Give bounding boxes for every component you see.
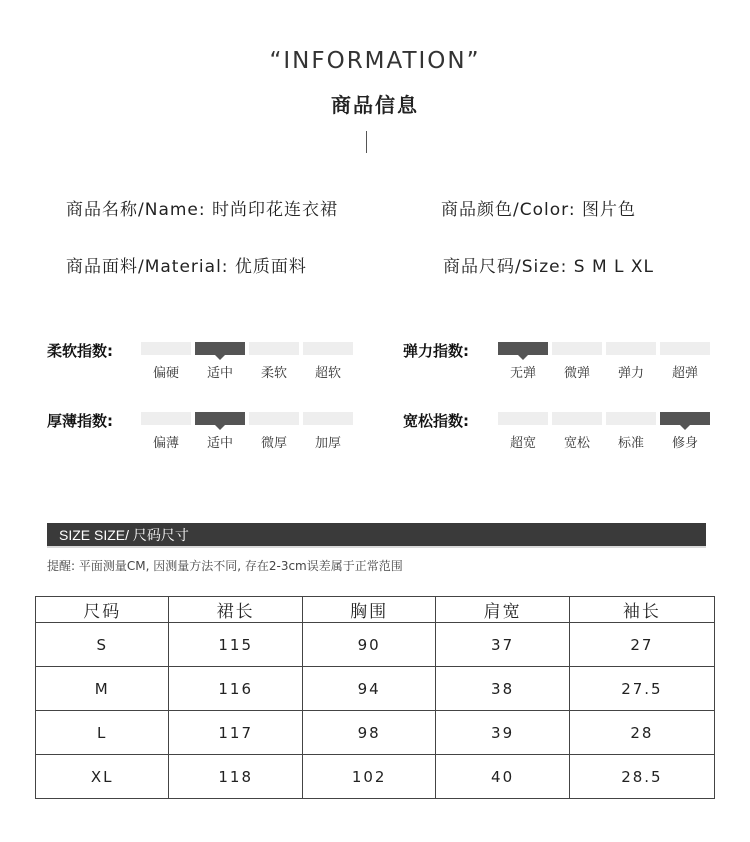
- index-segment: [606, 342, 656, 355]
- size-section-title: SIZE SIZE/ 尺码尺寸: [59, 527, 189, 543]
- table-cell: 118: [169, 755, 302, 799]
- index-option-label: 微弹: [563, 366, 590, 381]
- table-cell: 90: [302, 623, 435, 667]
- index-segment: [303, 342, 353, 355]
- table-cell: 28.5: [569, 755, 714, 799]
- index-segment: [303, 412, 353, 425]
- header-cell: 裙长: [169, 597, 302, 623]
- index-segment-selected: [498, 342, 548, 355]
- index-option-label: 弹力: [617, 366, 644, 381]
- header-cell: 尺码: [36, 597, 169, 623]
- index-segment-selected: [195, 342, 245, 355]
- index-option-label: 超软: [314, 366, 341, 381]
- index-option-label: 超宽: [509, 436, 536, 451]
- index-label: 厚薄指数:: [47, 412, 113, 430]
- table-cell: S: [36, 623, 169, 667]
- table-cell: 115: [169, 623, 302, 667]
- size-table: [35, 596, 715, 799]
- index-option-label: 修身: [671, 436, 698, 451]
- table-header-row: [36, 597, 715, 623]
- index-label: 柔软指数:: [47, 342, 113, 360]
- index-segment: [249, 412, 299, 425]
- header-cell: 袖长: [569, 597, 714, 623]
- table-cell: 98: [302, 711, 435, 755]
- index-segment-selected: [195, 412, 245, 425]
- index-option-label: 加厚: [314, 436, 341, 451]
- index-label: 宽松指数:: [403, 412, 469, 430]
- index-option-label: 偏薄: [152, 436, 179, 451]
- table-cell: M: [36, 667, 169, 711]
- index-option-label: 超弹: [671, 366, 698, 381]
- index-option-label: 适中: [206, 366, 233, 381]
- index-option-label: 柔软: [260, 366, 287, 381]
- table-row: [36, 711, 715, 755]
- index-option-label: 无弹: [509, 366, 536, 381]
- product-color: 商品颜色/Color: 图片色: [441, 200, 636, 220]
- table-cell: 39: [436, 711, 569, 755]
- vertical-divider: [366, 131, 367, 153]
- index-option-label: 标准: [617, 436, 644, 451]
- index-option-label: 适中: [206, 436, 233, 451]
- index-segment: [141, 342, 191, 355]
- table-cell: L: [36, 711, 169, 755]
- table-row: [36, 667, 715, 711]
- table-row: [36, 623, 715, 667]
- index-label: 弹力指数:: [403, 342, 469, 360]
- index-segment: [249, 342, 299, 355]
- index-segment: [498, 412, 548, 425]
- index-option-label: 微厚: [260, 436, 287, 451]
- measurement-note: 提醒: 平面测量CM, 因测量方法不同, 存在2-3cm误差属于正常范围: [47, 559, 403, 573]
- index-segment: [141, 412, 191, 425]
- information-title: “INFORMATION”: [269, 48, 481, 74]
- index-option-label: 宽松: [563, 436, 590, 451]
- index-segment-selected: [660, 412, 710, 425]
- table-cell: 37: [436, 623, 569, 667]
- table-cell: 27.5: [569, 667, 714, 711]
- table-cell: 117: [169, 711, 302, 755]
- index-segment: [552, 412, 602, 425]
- table-cell: 94: [302, 667, 435, 711]
- table-cell: 27: [569, 623, 714, 667]
- header-cell: 胸围: [302, 597, 435, 623]
- index-segment: [660, 342, 710, 355]
- table-cell: 40: [436, 755, 569, 799]
- index-segment: [606, 412, 656, 425]
- table-cell: 28: [569, 711, 714, 755]
- index-segment: [552, 342, 602, 355]
- table-cell: 116: [169, 667, 302, 711]
- size-section-header: [47, 523, 706, 546]
- table-cell: 38: [436, 667, 569, 711]
- product-material: 商品面料/Material: 优质面料: [66, 257, 307, 277]
- table-cell: XL: [36, 755, 169, 799]
- table-cell: 102: [302, 755, 435, 799]
- product-size: 商品尺码/Size: S M L XL: [443, 257, 655, 277]
- product-name: 商品名称/Name: 时尚印花连衣裙: [66, 200, 339, 220]
- header-cell: 肩宽: [436, 597, 569, 623]
- information-subtitle: 商品信息: [331, 93, 419, 117]
- index-option-label: 偏硬: [152, 366, 179, 381]
- table-row: [36, 755, 715, 799]
